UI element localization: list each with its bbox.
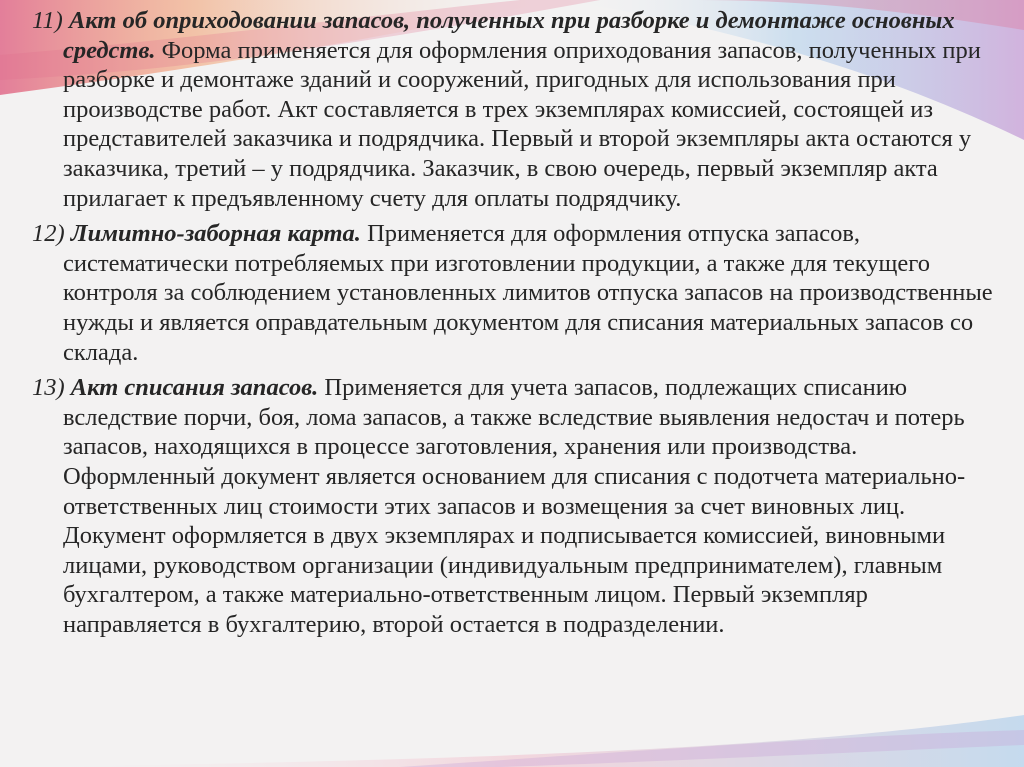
item-title: Акт списания запасов. (70, 374, 319, 402)
list-item-13 (32, 373, 1007, 639)
item-number: 13) (32, 374, 65, 402)
item-title: Акт об оприходовании запасов, полученных при разборке и демонтаже основных средств. (63, 7, 955, 64)
list-item-12 (32, 219, 1007, 367)
item-title: Лимитно-заборная карта. (70, 220, 361, 248)
item-body: Применяется для оформления отпуска запасов, систематически потребляемых при изготовлении продукции, а также для текущего контроля за соблюдением установленных лимитов отпуска запасов на производственные нужды и является оправдательным документом для списания материальных запасов со склада. (63, 220, 993, 366)
item-body: Применяется для учета запасов, подлежащих списанию вследствие порчи, боя, лома запасов, а также вследствие выявления недостач и потерь запасов, находящихся в процессе заготовления, хранения или производства. Оформленный документ является основанием для списания с подотчета материально-ответственных лиц стоимости этих запасов и возмещения за счет виновных лиц. Документ оформляется в двух экземплярах и подписывается комиссией, виновными лицами, руководством организации (индивидуальным предпринимателем), главным бухгалтером, а также материально-ответственным лицом. Первый экземпляр направляется в бухгалтерию, второй остается в подразделении. (63, 374, 966, 638)
item-body: Форма применяется для оформления оприходования запасов, полученных при разборке и демонтаже зданий и сооружений, пригодных для использования при производстве работ. Акт составляется в трех экземплярах комиссией, состоящей из представителей заказчика и подрядчика. Первый и второй экземпляры акта остаются у заказчика, третий – у подрядчика. Заказчик, в свою очередь, первый экземпляр акта прилагает к предъявленному счету для оплаты подрядчику. (63, 36, 981, 212)
item-heading (32, 374, 318, 401)
slide-content (32, 6, 1007, 645)
list-item-11 (32, 6, 1007, 213)
item-number: 11) (32, 7, 63, 34)
item-number: 12) (32, 220, 65, 248)
item-heading (32, 220, 361, 247)
